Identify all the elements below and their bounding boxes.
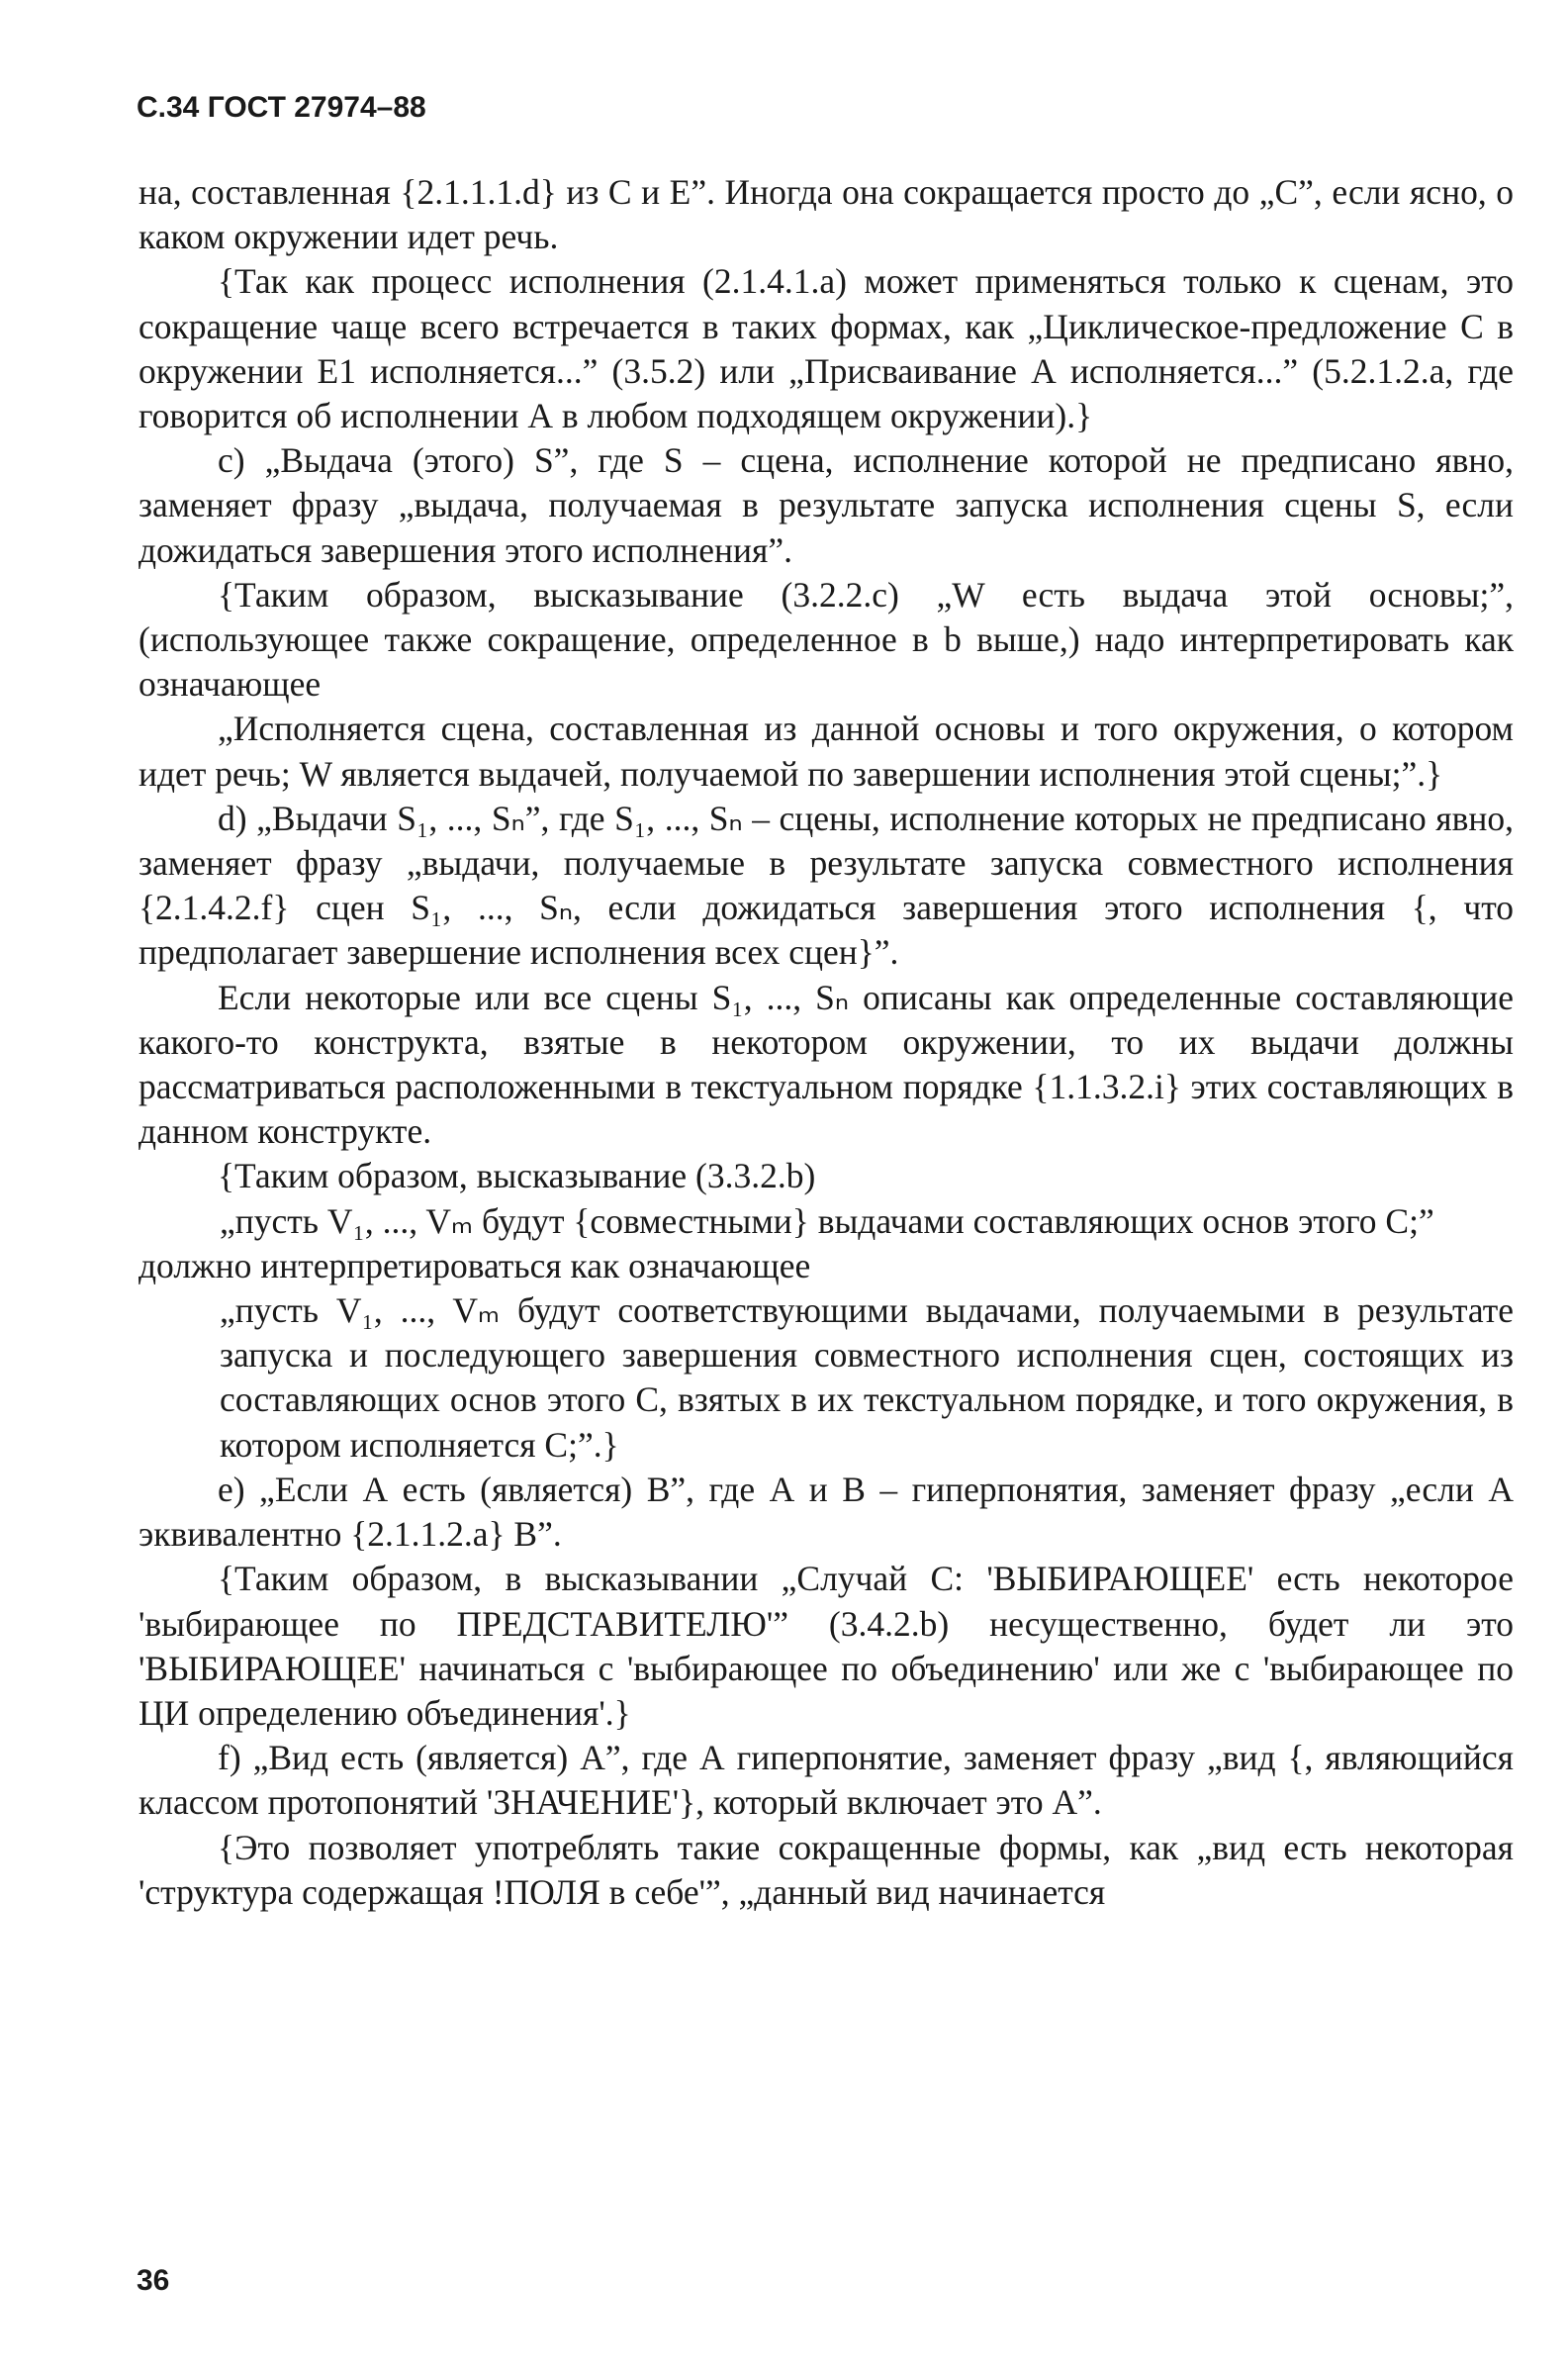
paragraph: {Таким образом, в высказывании „Случай С: 'ВЫБИРАЮЩЕЕ' есть некоторое 'выбирающее по ПРЕДСТАВИТЕЛЮ'” (3.4.2.b) несущественно, будет ли это 'ВЫБИРАЮЩЕЕ' начинаться с 'выбирающее по объединению' или же с 'выбирающее по ЦИ определению объединения'.} [138, 1559, 1514, 1733]
quote-paragraph: „пусть V₁, ..., Vₘ будут соответствующими выдачами, получаемыми в результате запуска и последующего завершения совместного исполнения сцен, состоящих из составляющих основ этого С, взятых в их текстуальном порядке, и того окружения, в котором исполняется С;”.} [220, 1290, 1514, 1465]
paragraph: должно интерпретироваться как означающее [138, 1245, 811, 1285]
paragraph: {Таким образом, высказывание (3.3.2.b) [218, 1156, 816, 1196]
page-body [138, 170, 1514, 1915]
quote-paragraph: „пусть V₁, ..., Vₘ будут {совместными} выдачами составляющих основ этого С;” [220, 1200, 1434, 1241]
paragraph: на, составленная {2.1.1.1.d} из С и Е”. Иногда она сокращается просто до „С”, если ясно, о каком окружении идет речь. [138, 172, 1514, 257]
paragraph: f) „Вид есть (является) А”, где А гиперпонятие, заменяет фразу „вид {, являющийся классом протопонятий 'ЗНАЧЕНИЕ'}, который включает это А”. [138, 1738, 1514, 1823]
page-header: С.34 ГОСТ 27974–88 [137, 91, 426, 124]
paragraph: „Исполняется сцена, составленная из данной основы и того окружения, о котором идет речь; W является выдачей, получаемой по завершении исполнения этой сцены;”.} [138, 709, 1514, 794]
paragraph: Если некоторые или все сцены S₁, ..., Sₙ описаны как определенные составляющие какого-то конструкта, взятые в некотором окружении, то их выдачи должны рассматриваться расположенными в текстуальном порядке {1.1.3.2.i} этих составляющих в данном конструкте. [138, 977, 1514, 1152]
paragraph: {Так как процесс исполнения (2.1.4.1.a) может применяться только к сценам, это сокращение чаще всего встречается в таких формах, как „Циклическое-предложение С в окружении Е1 исполняется...” (3.5.2) или „Присваивание А исполняется...” (5.2.1.2.a, где говорится об исполнении А в любом подходящем окружении).} [138, 261, 1514, 436]
paragraph: c) „Выдача (этого) S”, где S – сцена, исполнение которой не предписано явно, заменяет фразу „выдача, получаемая в результате запуска исполнения сцены S, если дожидаться завершения этого исполнения”. [138, 440, 1514, 570]
paragraph: {Таким образом, высказывание (3.2.2.c) „W есть выдача этой основы;”, (использующее также сокращение, определенное в b выше,) надо интерпретировать как означающее [138, 574, 1514, 705]
paragraph: e) „Если А есть (является) В”, где А и В – гиперпонятия, заменяет фразу „если А эквивалентно {2.1.1.2.a} В”. [138, 1469, 1514, 1555]
page-number: 36 [137, 2264, 170, 2297]
paragraph: {Это позволяет употреблять такие сокращенные формы, как „вид есть некоторая 'структура содержащая !ПОЛЯ в себе'”, „данный вид начинается [138, 1827, 1514, 1912]
paragraph: d) „Выдачи S₁, ..., Sₙ”, где S₁, ..., Sₙ – сцены, исполнение которых не предписано явно, заменяет фразу „выдачи, получаемые в результате запуска совместного исполнения {2.1.4.2.f} сцен S₁, ..., Sₙ, если дожидаться завершения этого исполнения {, что предполагает завершение исполнения всех сцен}”. [138, 798, 1514, 973]
